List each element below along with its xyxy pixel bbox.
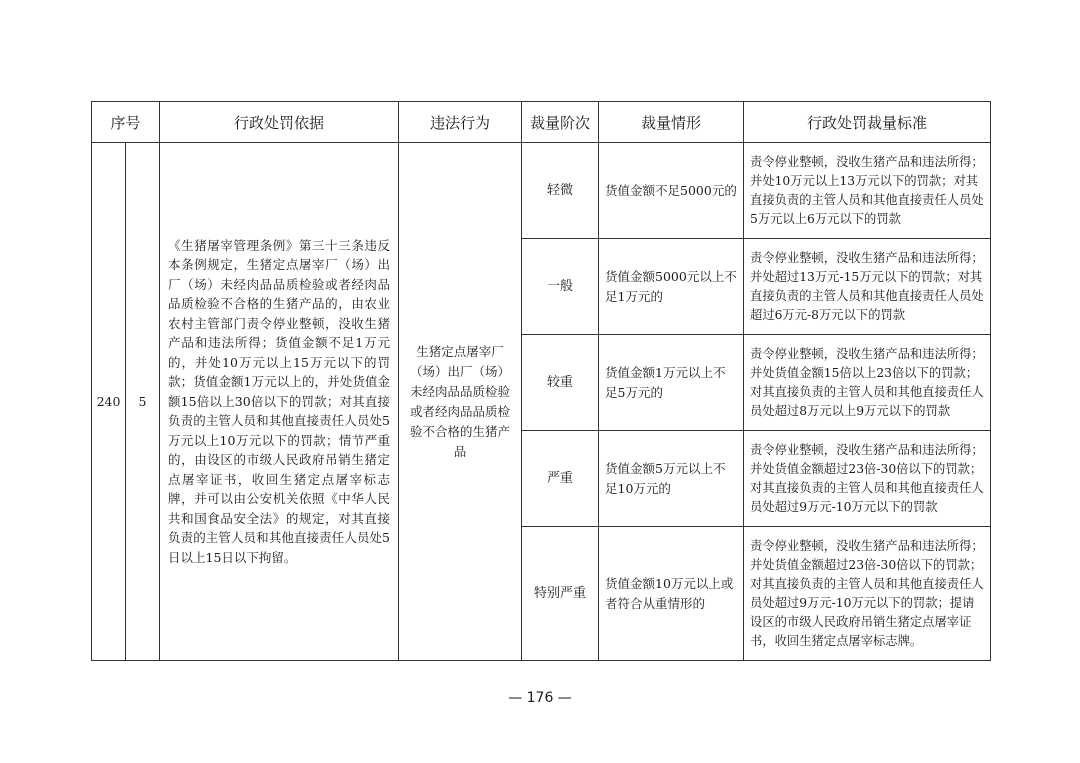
tier-level: 严重 (522, 431, 599, 527)
tier-situation: 货值金额5万元以上不足10万元的 (599, 431, 744, 527)
table-header-row (92, 102, 991, 143)
tier-level: 特别严重 (522, 527, 599, 661)
tier-standard: 责令停业整顿，没收生猪产品和违法所得；并处货值金额15倍以上23倍以下的罚款；对其直接负责的主管人员和其他直接责任人员处超过8万元以上9万元以下的罚款 (744, 335, 991, 431)
tier-level: 较重 (522, 335, 599, 431)
tier-standard: 责令停业整顿，没收生猪产品和违法所得；并处货值金额超过23倍-30倍以下的罚款；对其直接负责的主管人员和其他直接责任人员处超过9万元-10万元以下的罚款；提请设区的市级人民政府吊销生猪定点屠宰证书，收回生猪定点屠宰标志牌。 (744, 527, 991, 661)
item-number: 240 (92, 143, 126, 661)
tier-standard: 责令停业整顿，没收生猪产品和违法所得；并处超过13万元-15万元以下的罚款；对其直接负责的主管人员和其他直接责任人员处超过6万元-8万元以下的罚款 (744, 239, 991, 335)
tier-standard: 责令停业整顿，没收生猪产品和违法所得；并处10万元以上13万元以下的罚款；对其直接负责的主管人员和其他直接责任人员处5万元以上6万元以下的罚款 (744, 143, 991, 239)
penalty-basis-text: 《生猪屠宰管理条例》第三十三条违反本条例规定，生猪定点屠宰厂（场）出厂（场）未经肉品品质检验或者经肉品品质检验不合格的生猪产品的，由农业农村主管部门责令停业整顿，没收生猪产品和违法所得；货值金额不足1万元的，并处10万元以上15万元以下的罚款；货值金额1万元以上的，并处货值金额15倍以上30倍以下的罚款；对其直接负责的主管人员和其他直接责任人员处5万元以上10万元以下的罚款；情节严重的，由设区的市级人民政府吊销生猪定点屠宰证书，收回生猪定点屠宰标志牌，并可以由公安机关依照《中华人民共和国食品安全法》的规定，对其直接负责的主管人员和其他直接责任人员处5日以上15日以下拘留。 (168, 237, 391, 565)
header-basis: 行政处罚依据 (160, 102, 399, 143)
header-level: 裁量阶次 (522, 102, 599, 143)
tier-level: 轻微 (522, 143, 599, 239)
violation-description: 生猪定点屠宰厂（场）出厂（场）未经肉品品质检验或者经肉品品质检验不合格的生猪产品 (399, 143, 522, 661)
header-standard: 行政处罚裁量标准 (744, 102, 991, 143)
tier-situation: 货值金额5000元以上不足1万元的 (599, 239, 744, 335)
penalty-table-wrapper (91, 101, 991, 661)
header-violation: 违法行为 (399, 102, 522, 143)
tier-level: 一般 (522, 239, 599, 335)
tier-situation: 货值金额1万元以上不足5万元的 (599, 335, 744, 431)
item-sub-number: 5 (126, 143, 160, 661)
tier-standard: 责令停业整顿，没收生猪产品和违法所得；并处货值金额超过23倍-30倍以下的罚款；对其直接负责的主管人员和其他直接责任人员处超过9万元-10万元以下的罚款 (744, 431, 991, 527)
header-situation: 裁量情形 (599, 102, 744, 143)
penalty-basis (160, 143, 399, 661)
table-row (92, 143, 991, 239)
tier-situation: 货值金额不足5000元的 (599, 143, 744, 239)
header-seq: 序号 (92, 102, 160, 143)
tier-situation: 货值金额10万元以上或者符合从重情形的 (599, 527, 744, 661)
page-number: — 176 — (508, 690, 572, 706)
penalty-discretion-table (91, 101, 991, 661)
